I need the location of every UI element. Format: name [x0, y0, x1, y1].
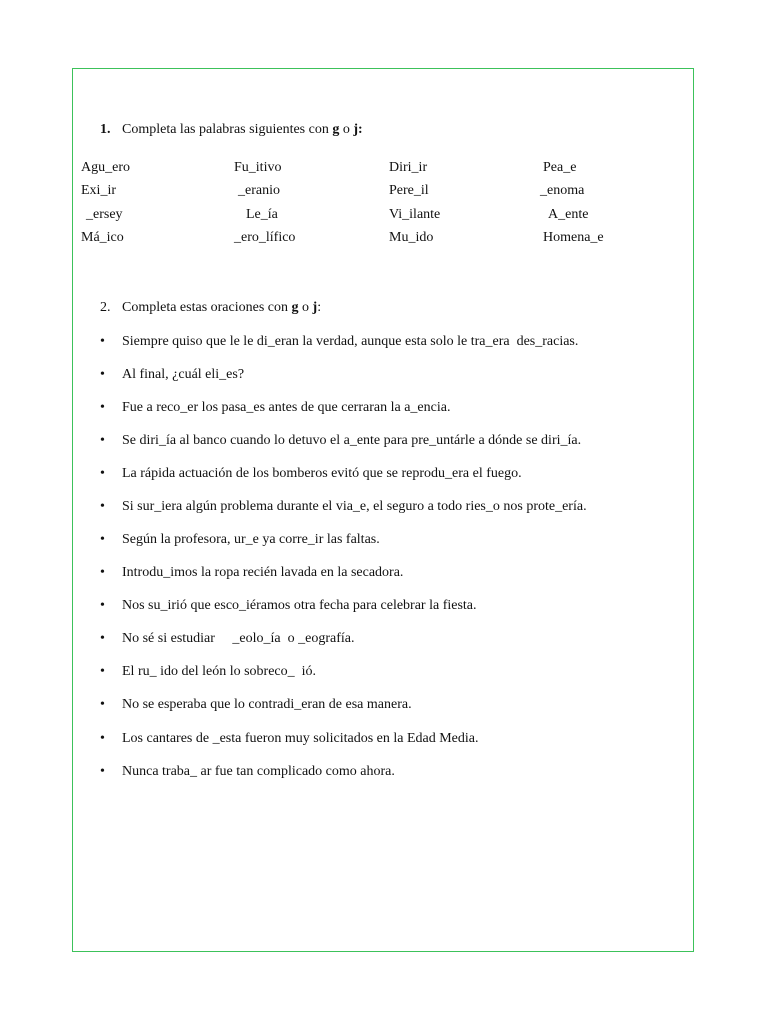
word-item: Agu_ero — [81, 160, 130, 175]
word-item: Exi_ir — [81, 183, 116, 198]
connector: o — [298, 300, 313, 315]
sentence-text: Los cantares de _esta fueron muy solicitados en la Edad Media. — [122, 731, 479, 746]
letter-j: j — [312, 300, 318, 315]
sentence-text: La rápida actuación de los bomberos evitó que se reprodu_era el fuego. — [122, 466, 522, 481]
exercise-1-heading — [100, 121, 363, 139]
bullet-icon: • — [100, 400, 105, 415]
colon: : — [358, 122, 363, 137]
word-item: Diri_ir — [389, 160, 428, 175]
connector: o — [339, 122, 354, 137]
word-item: _ero_lífico — [234, 230, 296, 245]
sentence-text: Si sur_iera algún problema durante el via_e, el seguro a todo ries_o nos prote_ería. — [122, 499, 587, 514]
word-item: Homena_e — [543, 230, 604, 245]
sentence-item — [100, 498, 587, 516]
letter-g: g — [332, 122, 340, 137]
sentence-text: Nos su_irió que esco_iéramos otra fecha para celebrar la fiesta. — [122, 598, 477, 613]
bullet-icon: • — [100, 433, 105, 448]
word-item: Le_ía — [246, 207, 278, 222]
word-item: _eranio — [238, 183, 280, 198]
sentence-text: Al final, ¿cuál eli_es? — [122, 367, 245, 382]
word-item: _ersey — [86, 207, 123, 222]
bullet-icon: • — [100, 499, 105, 514]
sentence-item — [100, 763, 395, 781]
sentence-text: Según la profesora, ur_e ya corre_ir las faltas. — [122, 532, 380, 547]
sentence-item — [100, 564, 403, 582]
sentence-item — [100, 399, 450, 417]
bullet-icon: • — [100, 367, 105, 382]
sentence-text: El ru_ ido del león lo sobreco_ ió. — [122, 664, 317, 679]
sentence-text: Siempre quiso que le le di_eran la verdad, aunque esta solo le tra_era des_racias. — [122, 334, 579, 349]
bullet-icon: • — [100, 764, 105, 779]
sentence-text: Nunca traba_ ar fue tan complicado como ahora. — [122, 764, 395, 779]
exercise-2-instruction: Completa estas oraciones con — [122, 300, 292, 315]
letter-g: g — [291, 300, 299, 315]
sentence-text: No sé si estudiar _eolo_ía o _eografía. — [122, 631, 355, 646]
bullet-icon: • — [100, 731, 105, 746]
sentence-item — [100, 432, 581, 450]
word-item: Má_ico — [81, 230, 124, 245]
bullet-icon: • — [100, 466, 105, 481]
letter-j: j — [353, 122, 359, 137]
word-item: _enoma — [540, 183, 585, 198]
bullet-icon: • — [100, 565, 105, 580]
sentence-text: Fue a reco_er los pasa_es antes de que cerraran la a_encia. — [122, 400, 451, 415]
word-item: Pea_e — [543, 160, 577, 175]
word-item: Pere_il — [389, 183, 429, 198]
sentence-text: Introdu_imos la ropa recién lavada en la secadora. — [122, 565, 404, 580]
word-item: Mu_ido — [389, 230, 434, 245]
exercise-1-instruction: Completa las palabras siguientes con — [122, 122, 333, 137]
sentence-text: Se diri_ía al banco cuando lo detuvo el a_ente para pre_untárle a dónde se diri_ía. — [122, 433, 582, 448]
sentence-item — [100, 630, 355, 648]
bullet-icon: • — [100, 664, 105, 679]
sentence-item — [100, 730, 479, 748]
sentence-item — [100, 597, 477, 615]
bullet-icon: • — [100, 532, 105, 547]
sentence-item — [100, 663, 316, 681]
word-item: Vi_ilante — [389, 207, 441, 222]
exercise-1-number: 1. — [100, 122, 111, 137]
colon: : — [317, 300, 322, 315]
bullet-icon: • — [100, 334, 105, 349]
sentence-item — [100, 333, 578, 351]
word-item: A_ente — [548, 207, 589, 222]
sentence-item — [100, 366, 244, 384]
bullet-icon: • — [100, 697, 105, 712]
exercise-2-number: 2. — [100, 300, 111, 315]
word-item: Fu_itivo — [234, 160, 282, 175]
sentence-text: No se esperaba que lo contradi_eran de esa manera. — [122, 697, 412, 712]
sentence-item — [100, 696, 412, 714]
bullet-icon: • — [100, 631, 105, 646]
sentence-item — [100, 531, 380, 549]
exercise-2-heading — [100, 299, 321, 317]
sentence-item — [100, 465, 522, 483]
bullet-icon: • — [100, 598, 105, 613]
